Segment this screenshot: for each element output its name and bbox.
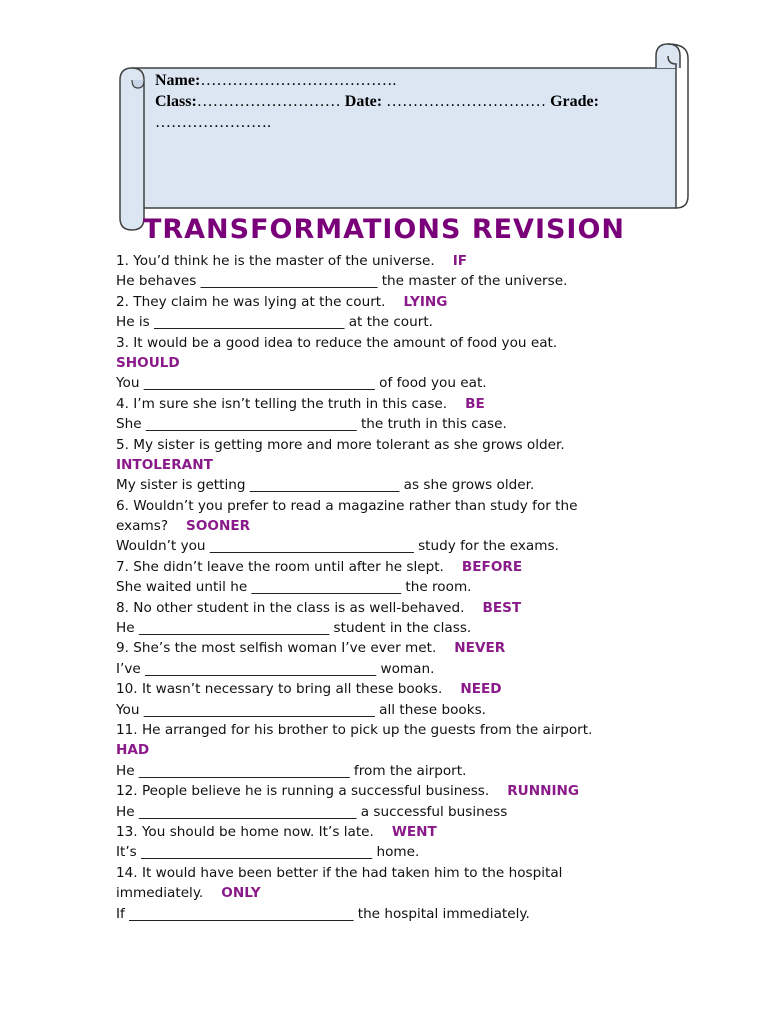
- question-text: My sister is getting ______________________ as she grows older.: [116, 477, 535, 494]
- question-text: If _________________________________ the hospital immediately.: [116, 905, 530, 922]
- question-text: 9. She’s the most selfish woman I’ve ever met.: [116, 640, 437, 657]
- question-text: You __________________________________ all these books.: [116, 701, 486, 718]
- question-text: 8. No other student in the class is as well-behaved.: [116, 599, 465, 616]
- question-line: [116, 740, 676, 760]
- keyword-label: HAD: [116, 742, 150, 759]
- grade-line: [155, 112, 675, 133]
- question-text: 1. You’d think he is the master of the universe.: [116, 253, 435, 269]
- question-line: [116, 842, 676, 862]
- question-text: She _______________________________ the truth in this case.: [116, 416, 507, 433]
- question-line: [116, 333, 676, 353]
- question-text: You __________________________________ of food you eat.: [116, 375, 487, 392]
- question-line: [116, 720, 676, 740]
- question-line: [116, 435, 676, 455]
- question-list: [116, 251, 676, 924]
- question-text: He _______________________________ from the airport.: [116, 762, 467, 779]
- name-line: [155, 70, 675, 91]
- question-line: [116, 638, 676, 658]
- question-text: He ____________________________ student in the class.: [116, 620, 472, 637]
- question-text: exams?: [116, 518, 169, 535]
- question-text: 13. You should be home now. It’s late.: [116, 823, 374, 840]
- name-dots: ……………………………….: [200, 72, 397, 89]
- question-text: He behaves __________________________ the master of the universe.: [116, 273, 568, 290]
- question-line: [116, 883, 676, 903]
- keyword-label: BE: [465, 395, 485, 412]
- question-line: [116, 679, 676, 699]
- header-fields: [155, 70, 675, 133]
- class-dots: ………………………: [196, 93, 345, 110]
- question-text: immediately.: [116, 885, 204, 902]
- date-dots: …………………………: [382, 93, 551, 110]
- class-label: Class:: [155, 93, 197, 110]
- question-line: [116, 822, 676, 842]
- keyword-label: LYING: [403, 293, 448, 310]
- date-label: Date:: [344, 93, 383, 110]
- question-line: [116, 904, 676, 924]
- question-line: [116, 353, 676, 373]
- keyword-label: SOONER: [186, 518, 251, 535]
- question-text: 5. My sister is getting more and more tolerant as she grows older.: [116, 436, 565, 453]
- question-text: 10. It wasn’t necessary to bring all these books.: [116, 681, 443, 698]
- question-line: [116, 496, 676, 516]
- question-line: [116, 557, 676, 577]
- question-line: [116, 598, 676, 618]
- question-text: 2. They claim he was lying at the court.: [116, 293, 386, 310]
- keyword-label: NEVER: [454, 640, 506, 657]
- question-text: 11. He arranged for his brother to pick up the guests from the airport.: [116, 721, 593, 738]
- question-line: [116, 251, 676, 271]
- question-line: [116, 394, 676, 414]
- question-line: [116, 271, 676, 291]
- question-line: [116, 475, 676, 495]
- grade-dots: ………………….: [155, 114, 271, 131]
- question-line: [116, 761, 676, 781]
- question-text: He ________________________________ a successful business: [116, 803, 508, 820]
- keyword-label: IF: [452, 253, 468, 269]
- question-text: 4. I’m sure she isn’t telling the truth in this case.: [116, 395, 448, 412]
- question-text: 12. People believe he is running a successful business.: [116, 783, 490, 800]
- question-line: [116, 577, 676, 597]
- keyword-label: BEFORE: [461, 558, 523, 575]
- question-line: [116, 312, 676, 332]
- keyword-label: BEST: [482, 599, 522, 616]
- question-text: I’ve __________________________________ woman.: [116, 660, 435, 677]
- question-line: [116, 536, 676, 556]
- grade-label: Grade:: [550, 93, 599, 110]
- question-line: [116, 802, 676, 822]
- keyword-label: WENT: [391, 823, 437, 840]
- question-line: [116, 781, 676, 801]
- question-text: 3. It would be a good idea to reduce the amount of food you eat.: [116, 334, 558, 351]
- name-scroll-banner: [0, 0, 768, 240]
- page-title: TRANSFORMATIONS REVISION: [142, 214, 626, 245]
- question-text: It’s __________________________________ home.: [116, 844, 420, 861]
- question-text: He is ____________________________ at the court.: [116, 314, 433, 331]
- question-line: [116, 414, 676, 434]
- keyword-label: INTOLERANT: [116, 456, 213, 473]
- question-text: Wouldn’t you ______________________________ study for the exams.: [116, 538, 559, 555]
- question-line: [116, 292, 676, 312]
- question-line: [116, 373, 676, 393]
- keyword-label: NEED: [460, 681, 502, 698]
- question-line: [116, 700, 676, 720]
- keyword-label: SHOULD: [116, 354, 180, 371]
- question-text: 7. She didn’t leave the room until after he slept.: [116, 558, 444, 575]
- class-date-grade-line: [155, 91, 675, 112]
- question-text: She waited until he ______________________ the room.: [116, 579, 472, 596]
- keyword-label: RUNNING: [507, 783, 580, 800]
- question-line: [116, 516, 676, 536]
- question-line: [116, 659, 676, 679]
- question-text: 14. It would have been better if the had taken him to the hospital: [116, 864, 563, 881]
- question-text: 6. Wouldn’t you prefer to read a magazine rather than study for the: [116, 497, 578, 514]
- question-line: [116, 863, 676, 883]
- keyword-label: ONLY: [221, 885, 261, 902]
- question-line: [116, 618, 676, 638]
- question-line: [116, 455, 676, 475]
- name-label: Name:: [155, 72, 201, 89]
